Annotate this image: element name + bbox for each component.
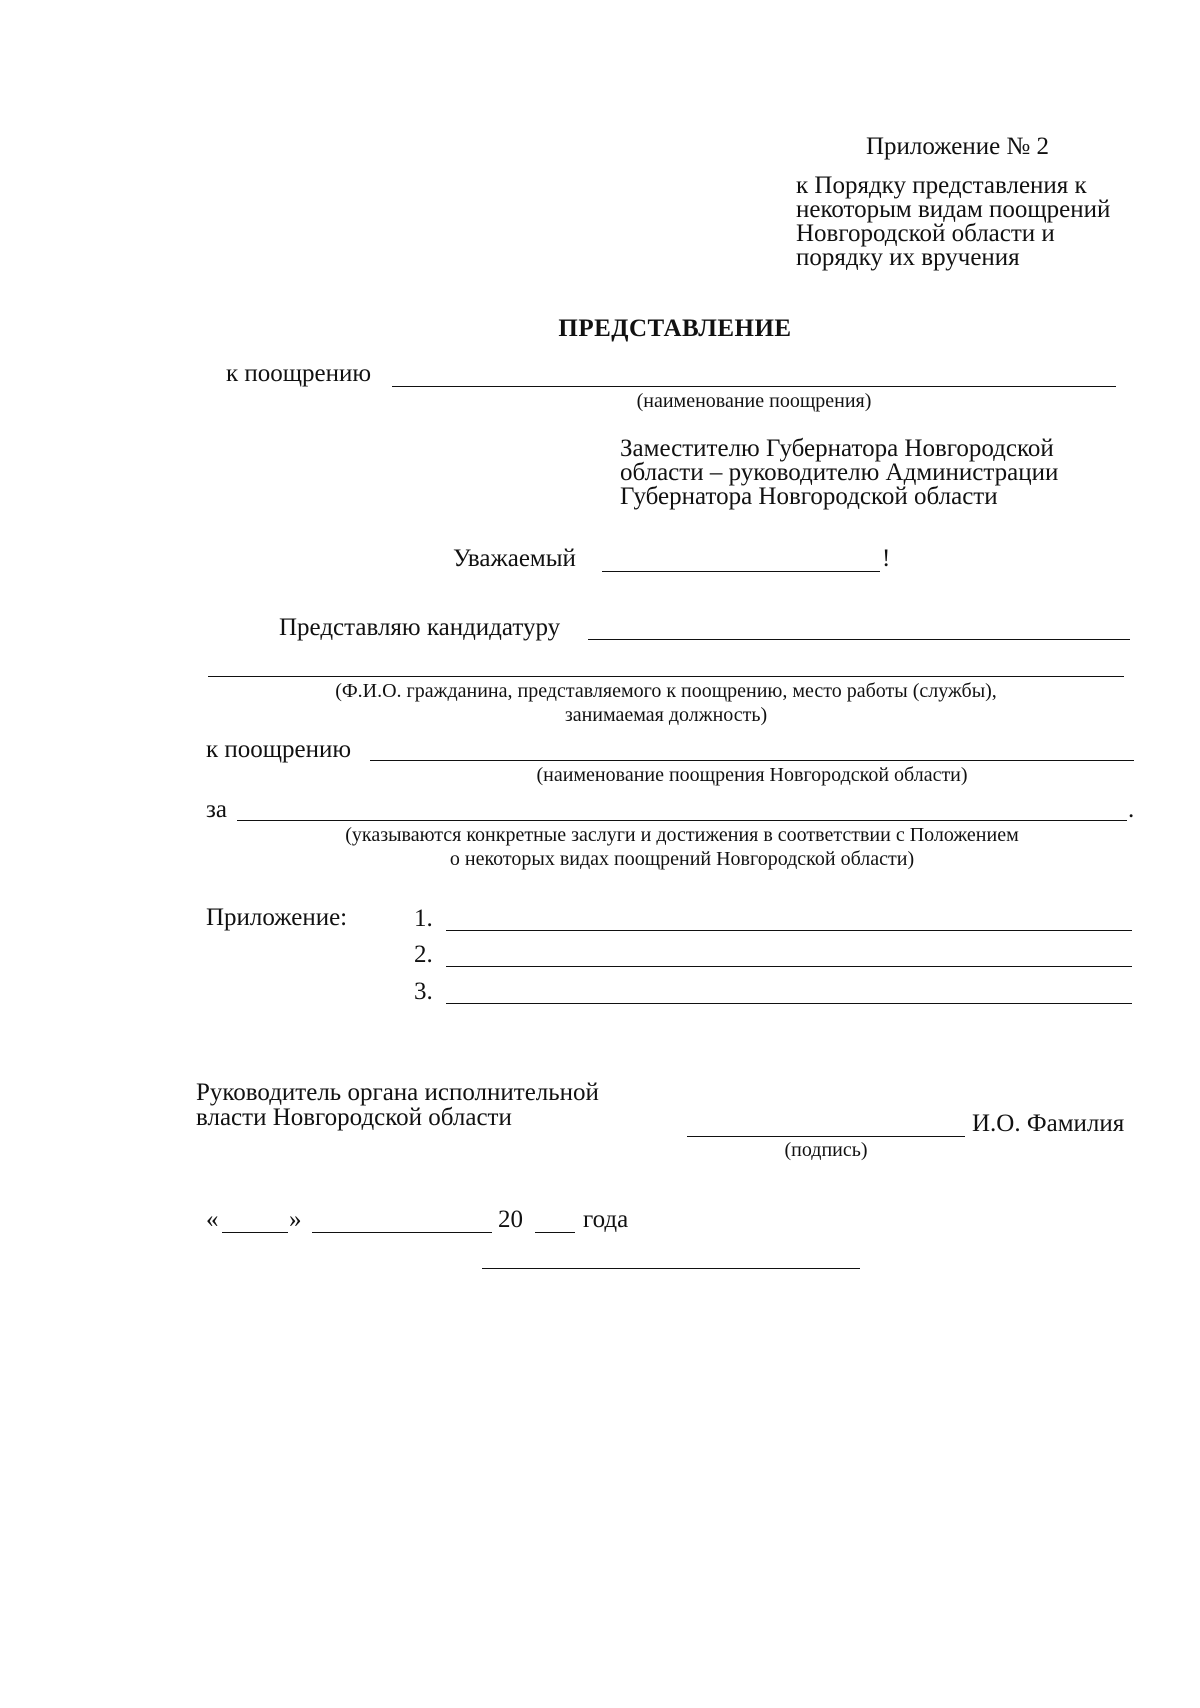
merits-hint-line: о некоторых видах поощрений Новгородской области) <box>449 848 915 870</box>
greeting-exclamation: ! <box>882 545 891 572</box>
appendix-subtitle-line: порядку их вручения <box>796 244 1020 271</box>
award-label-2: к поощрению <box>206 736 352 763</box>
date-month-field-line[interactable] <box>312 1232 492 1233</box>
addressee-line: области – руководителю Администрации <box>620 459 1059 486</box>
appendix-subtitle-line: к Порядку представления к <box>796 172 1087 199</box>
date-year-field-line[interactable] <box>535 1232 575 1233</box>
appendix-subtitle-line: Новгородской области и <box>796 220 1055 247</box>
award-hint: (наименование поощрения) <box>636 390 872 412</box>
appendix-number: Приложение № 2 <box>866 133 1050 160</box>
candidate-field-line-1[interactable] <box>588 639 1130 640</box>
regional-award-field-line[interactable] <box>370 760 1134 761</box>
signature-hint: (подпись) <box>784 1139 868 1161</box>
signer-position-line: Руководитель органа исполнительной <box>196 1079 599 1106</box>
candidate-label: Представляю кандидатуру <box>279 614 561 641</box>
attachments-label: Приложение: <box>206 904 348 931</box>
merits-label: за <box>206 796 227 823</box>
award-name-field-line[interactable] <box>392 386 1116 387</box>
date-suffix: года <box>583 1206 629 1233</box>
addressee-line: Губернатора Новгородской области <box>620 483 998 510</box>
greeting-name-field-line[interactable] <box>602 571 880 572</box>
date-close-quote: » <box>289 1206 302 1233</box>
greeting-label: Уважаемый <box>453 545 576 572</box>
merits-period: . <box>1128 796 1135 823</box>
attachment-number: 1. <box>414 905 433 932</box>
appendix-subtitle-line: некоторым видам поощрений <box>796 196 1111 223</box>
signer-name: И.О. Фамилия <box>972 1110 1125 1137</box>
regional-award-hint: (наименование поощрения Новгородской области) <box>536 764 968 786</box>
attachment-number: 3. <box>414 978 433 1005</box>
signature-field-line[interactable] <box>687 1136 965 1137</box>
attachment-number: 2. <box>414 941 433 968</box>
document-title: ПРЕДСТАВЛЕНИЕ <box>558 315 792 342</box>
date-day-field-line[interactable] <box>222 1232 288 1233</box>
addressee-line: Заместителю Губернатора Новгородской <box>620 435 1054 462</box>
signer-position-line: власти Новгородской области <box>196 1104 512 1131</box>
candidate-hint-line: занимаемая должность) <box>564 704 768 726</box>
attachment-field-line[interactable] <box>446 1003 1132 1004</box>
closing-separator <box>482 1268 860 1269</box>
attachment-field-line[interactable] <box>446 966 1132 967</box>
merits-field-line[interactable] <box>237 820 1127 821</box>
candidate-hint-line: (Ф.И.О. гражданина, представляемого к поощрению, место работы (службы), <box>335 680 997 702</box>
date-century: 20 <box>498 1206 523 1233</box>
attachment-field-line[interactable] <box>446 930 1132 931</box>
candidate-field-line-2[interactable] <box>208 676 1124 677</box>
date-open-quote: « <box>206 1206 219 1233</box>
award-label: к поощрению <box>226 360 372 387</box>
merits-hint-line: (указываются конкретные заслуги и достижения в соответствии с Положением <box>345 824 1019 846</box>
